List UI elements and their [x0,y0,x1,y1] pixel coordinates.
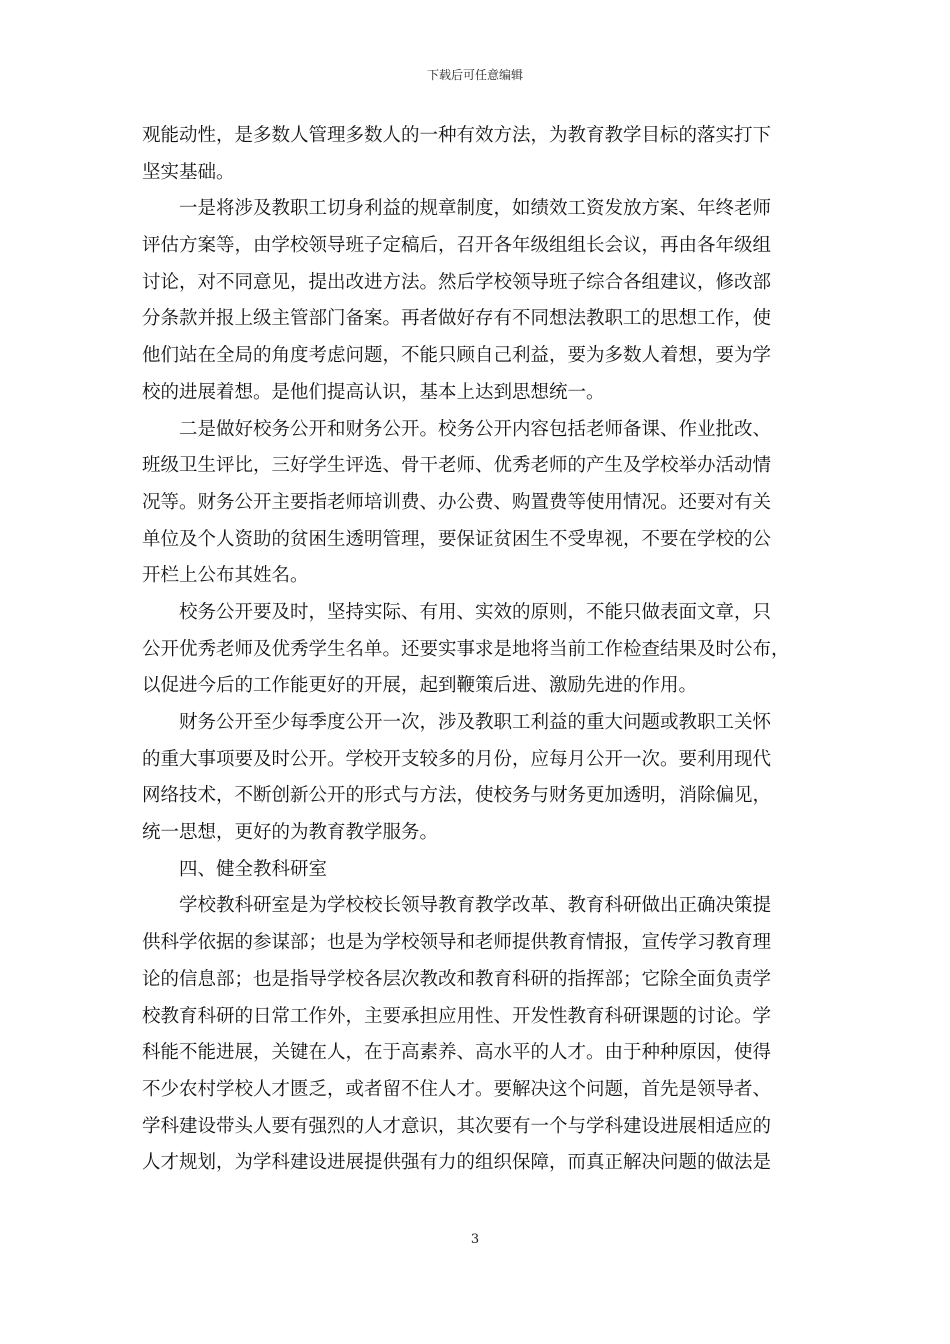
text-line: 的重大事项要及时公开。学校开支较多的月份，应每月公开一次。要利用现代 [142,748,772,770]
text-line: 四、健全教科研室 [179,858,328,880]
text-line: 校的进展着想。是他们提高认识，基本上达到思想统一。 [142,381,605,403]
text-line: 观能动性，是多数人管理多数人的一种有效方法，为教育教学目标的落实打下 [142,125,772,146]
text-line: 开栏上公布其姓名。 [142,565,309,587]
text-line: 公开优秀老师及优秀学生名单。还要实事求是地将当前工作检查结果及时公布， [142,638,790,660]
text-line: 科能不能进展，关键在人，在于高素养、高水平的人才。由于种种原因，使得 [142,1042,772,1064]
text-line: 不少农村学校人才匮乏，或者留不住人才。要解决这个问题，首先是领导者、 [142,1078,772,1100]
text-line: 网络技术，不断创新公开的形式与方法，使校务与财务更加透明，消除偏见， [142,785,772,807]
page-number: 3 [470,1232,480,1247]
text-line: 讨论，对不同意见，提出改进方法。然后学校领导班子综合各组建议，修改部 [142,271,772,293]
text-line: 学校教科研室是为学校校长领导教育教学改革、教育科研做出正确决策提 [179,895,772,917]
text-line: 人才规划，为学科建设进展提供强有力的组织保障，而真正解决问题的做法是 [142,1152,772,1174]
text-line: 校教育科研的日常工作外，主要承担应用性、开发性教育科研课题的讨论。学 [142,1005,772,1027]
text-line: 供科学依据的参谋部；也是为学校领导和老师提供教育情报，宣传学习教育理 [142,932,772,954]
text-line: 评估方案等，由学校领导班子定稿后，召开各年级组组长会议，再由各年级组 [142,235,772,257]
text-line: 校务公开要及时，坚持实际、有用、实效的原则，不能只做表面文章，只 [179,601,772,623]
page-header: 下载后可任意编辑 [426,68,523,82]
text-line: 分条款并报上级主管部门备案。再者做好存有不同想法教职工的思想工作，使 [142,308,772,330]
text-line: 财务公开至少每季度公开一次，涉及教职工利益的重大问题或教职工关怀 [179,712,772,733]
text-line: 他们站在全局的角度考虑问题，不能只顾自己利益，要为多数人着想，要为学 [142,345,772,367]
text-line: 统一思想，更好的为教育教学服务。 [142,822,439,844]
text-line: 况等。财务公开主要指老师培训费、办公费、购置费等使用情况。还要对有关 [142,491,772,513]
text-line: 班级卫生评比，三好学生评选、骨干老师、优秀老师的产生及学校举办活动情 [142,455,772,477]
text-line: 单位及个人资助的贫困生透明管理，要保证贫困生不受卑视，不要在学校的公 [142,528,772,550]
text-line: 学科建设带头人要有强烈的人才意识，其次要有一个与学科建设进展相适应的 [142,1115,772,1137]
text-line: 一是将涉及教职工切身利益的规章制度，如绩效工资发放方案、年终老师 [179,198,772,220]
text-line: 以促进今后的工作能更好的开展，起到鞭策后进、激励先进的作用。 [142,675,698,697]
document-body [142,118,808,1182]
text-line: 坚实基础。 [142,161,235,183]
text-line: 论的信息部；也是指导学校各层次教改和教育科研的指挥部；它除全面负责学 [142,968,772,990]
text-line: 二是做好校务公开和财务公开。校务公开内容包括老师备课、作业批改、 [179,418,772,440]
